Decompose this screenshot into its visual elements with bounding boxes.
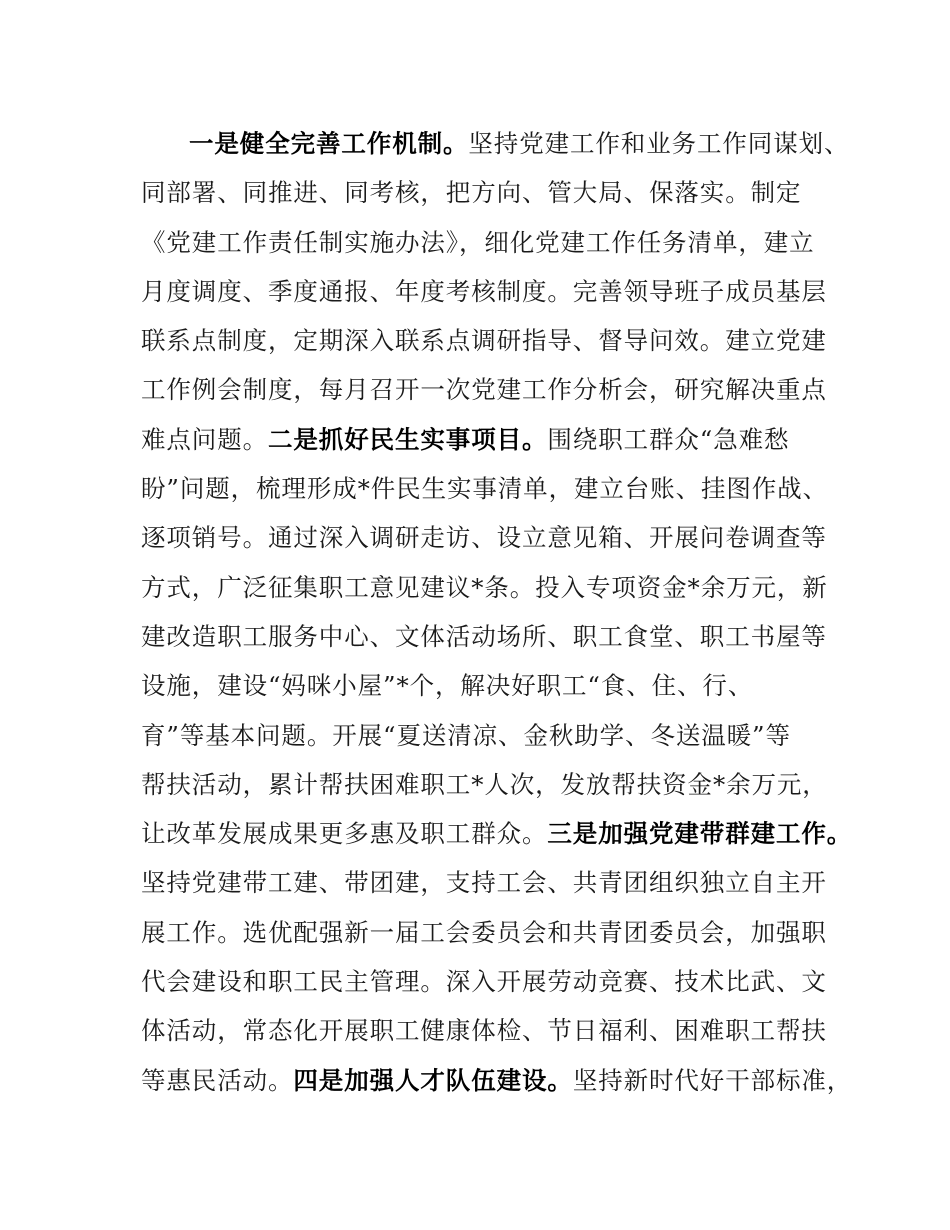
line-text: 盼”问题，梳理形成*件民生实事清单，建立台账、挂图作战、: [141, 474, 828, 504]
text-line: [141, 518, 831, 567]
text-line: [141, 370, 831, 419]
line-text: 《党建工作责任制实施办法》，细化党建工作任务清单，建立: [141, 227, 815, 257]
text-line: [141, 716, 831, 765]
line-text: 建改造职工服务中心、文体活动场所、职工食堂、职工书屋等: [141, 621, 827, 651]
text-line: [141, 1011, 831, 1060]
line-text: 坚持新时代好干部标准，: [572, 1065, 853, 1095]
line-text: 工作例会制度，每月召开一次党建工作分析会，研究解决重点: [141, 375, 827, 405]
line-text: 月度调度、季度通报、年度考核制度。完善领导班子成员基层: [141, 276, 827, 306]
line-text: 联系点制度，定期深入联系点调研指导、督导问效。建立党建: [141, 326, 827, 356]
text-line: [141, 321, 831, 370]
text-line: [141, 863, 831, 912]
section-heading: 二是抓好民生实事项目。: [268, 424, 548, 454]
line-text: 难点问题。: [141, 424, 268, 454]
line-text: 逐项销号。通过深入调研走访、设立意见箱、开展问卷调查等: [141, 523, 827, 553]
text-line: [141, 913, 831, 962]
line-text: 体活动，常态化开展职工健康体检、节日福利、困难职工帮扶: [141, 1016, 827, 1046]
text-line: [141, 814, 853, 863]
text-line: [141, 420, 831, 469]
text-line: [141, 666, 831, 715]
line-text: 方式，广泛征集职工意见建议*条。投入专项资金*余万元，新: [141, 572, 828, 602]
line-text: 同部署、同推进、同考核，把方向、管大局、保落实。制定: [141, 178, 802, 208]
text-line: [141, 124, 850, 173]
line-text: 育”等基本问题。开展“夏送清凉、金秋助学、冬送温暖”等: [141, 720, 791, 750]
text-line: [141, 568, 831, 617]
line-text: 设施，建设“妈咪小屋”*个，解决好职工“食、住、行、: [141, 671, 754, 701]
line-text: 坚持党建带工建、带团建，支持工会、共青团组织独立自主开: [141, 868, 827, 898]
section-heading: 四是加强人才队伍建设。: [293, 1065, 573, 1095]
line-text: 等惠民活动。: [141, 1065, 294, 1095]
line-text: 让改革发展成果更多惠及职工群众。: [141, 819, 548, 849]
text-line: [141, 173, 831, 222]
text-line: [141, 272, 831, 321]
line-text: 展工作。选优配强新一届工会委员会和共青团委员会，加强职: [141, 917, 827, 947]
text-line: [141, 962, 831, 1011]
line-text: 围绕职工群众“急难愁: [547, 424, 790, 454]
text-line: [141, 469, 831, 518]
body-text: [141, 124, 853, 1110]
text-line: [141, 223, 831, 272]
line-text: 坚持党建工作和业务工作同谋划、: [468, 129, 850, 158]
section-heading: 一是健全完善工作机制。: [189, 129, 469, 158]
line-text: 代会建设和职工民主管理。深入开展劳动竞赛、技术比武、文: [141, 967, 827, 997]
section-heading: 三是加强党建带群建工作。: [547, 819, 853, 849]
text-line: [141, 765, 831, 814]
text-line: [141, 617, 831, 666]
line-text: 帮扶活动，累计帮扶困难职工*人次，发放帮扶资金*余万元，: [141, 769, 828, 799]
text-line: [141, 1061, 853, 1110]
